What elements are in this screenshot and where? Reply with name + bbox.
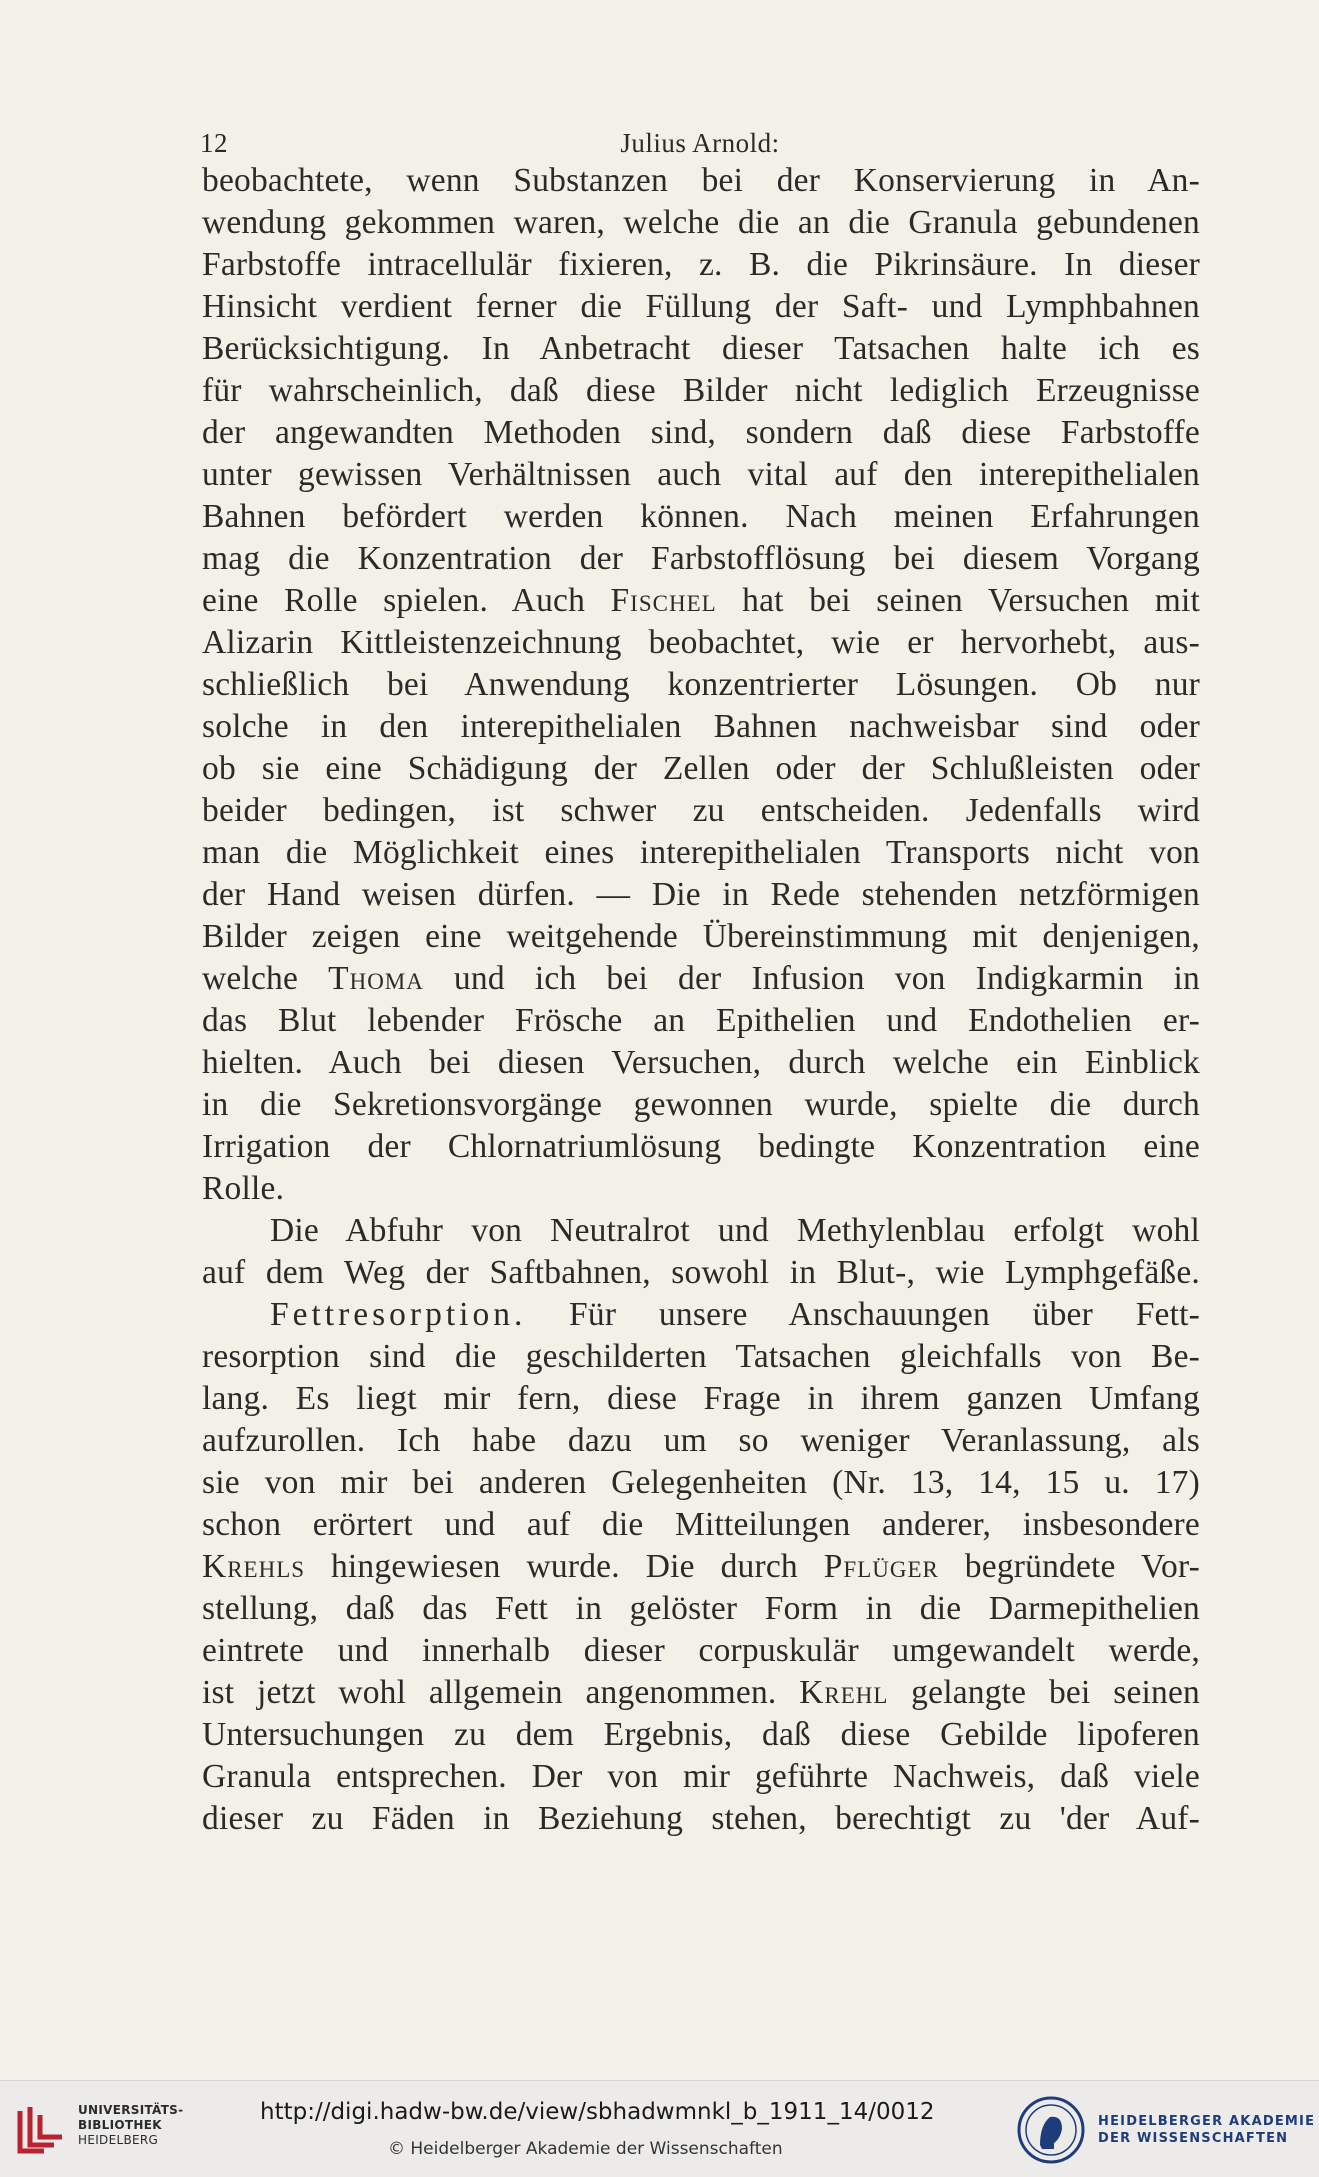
text-line: schließlich bei Anwendung konzentrierter Lösungen. Ob nur bbox=[202, 666, 1200, 703]
library-name-line: BIBLIOTHEK bbox=[78, 2118, 162, 2132]
text-line: man die Möglichkeit eines interepithelialen Transports nicht von bbox=[202, 834, 1200, 871]
text-run: und ich bei der Infusion von Indigkarmin in bbox=[423, 960, 1200, 997]
text-line: sie von mir bei anderen Gelegenheiten (Nr. 13, 14, 15 u. 17) bbox=[202, 1464, 1200, 1501]
text-run: hat bei seinen Versuchen mit bbox=[716, 582, 1200, 619]
text-run: begründete Vor- bbox=[938, 1548, 1200, 1585]
text-line: Rolle. bbox=[202, 1170, 285, 1207]
copyright-notice: © Heidelberger Akademie der Wissenschaften bbox=[388, 2139, 783, 2159]
text-line: Untersuchungen zu dem Ergebnis, daß diese Gebilde lipoferen bbox=[202, 1716, 1200, 1753]
text-line: ob sie eine Schädigung der Zellen oder der Schlußleisten oder bbox=[202, 750, 1200, 787]
text-line bbox=[202, 958, 1200, 1000]
text-line bbox=[202, 1546, 1200, 1588]
text-line: eintrete und innerhalb dieser corpuskulär umgewandelt werde, bbox=[202, 1632, 1200, 1669]
running-title: Julius Arnold: bbox=[620, 128, 780, 158]
text-line: auf dem Weg der Saftbahnen, sowohl in Blut-, wie Lymphgefäße. bbox=[202, 1254, 1200, 1291]
library-logo-icon bbox=[14, 2101, 70, 2157]
text-line: hielten. Auch bei diesen Versuchen, durch welche ein Einblick bbox=[202, 1044, 1200, 1081]
text-run: welche bbox=[202, 960, 329, 997]
text-line: Bahnen befördert werden können. Nach meinen Erfahrungen bbox=[202, 498, 1200, 535]
text-line: dieser zu Fäden in Beziehung stehen, berechtigt zu 'der Auf- bbox=[202, 1800, 1200, 1837]
text-line: für wahrscheinlich, daß diese Bilder nicht lediglich Erzeugnisse bbox=[202, 372, 1200, 409]
text-line: Die Abfuhr von Neutralrot und Methylenblau erfolgt wohl bbox=[270, 1212, 1200, 1249]
text-run: Für unsere Anschauungen über Fett- bbox=[526, 1296, 1200, 1333]
text-line: schon erörtert und auf die Mitteilungen anderer, insbesondere bbox=[202, 1506, 1200, 1543]
text-line: solche in den interepithelialen Bahnen nachweisbar sind oder bbox=[202, 708, 1200, 745]
text-line: Bilder zeigen eine weitgehende Übereinstimmung mit denjenigen, bbox=[202, 918, 1200, 955]
text-line: aufzurollen. Ich habe dazu um so weniger Veranlassung, als bbox=[202, 1422, 1200, 1459]
text-line: Granula entsprechen. Der von mir geführte Nachweis, daß viele bbox=[202, 1758, 1200, 1795]
author-name: Thoma bbox=[328, 960, 424, 997]
academy-name-line: DER WISSENSCHAFTEN bbox=[1098, 2131, 1289, 2146]
author-name: Krehl bbox=[799, 1674, 889, 1711]
text-line: Alizarin Kittleistenzeichnung beobachtet, wie er hervorhebt, aus- bbox=[202, 624, 1200, 661]
text-line: unter gewissen Verhältnissen auch vital auf den interepithelialen bbox=[202, 456, 1200, 493]
viewer-footer bbox=[0, 2080, 1319, 2177]
text-line: Farbstoffe intracellulär fixieren, z. B. die Pikrinsäure. In dieser bbox=[202, 246, 1200, 283]
text-line: mag die Konzentration der Farbstofflösung bei diesem Vorgang bbox=[202, 540, 1200, 577]
author-name: Fischel bbox=[610, 582, 717, 619]
section-heading: Fettresorption. bbox=[270, 1296, 527, 1333]
body-text bbox=[202, 160, 1200, 1840]
text-line: Irrigation der Chlornatriumlösung bedingte Konzentration eine bbox=[202, 1128, 1200, 1165]
library-name-line: HEIDELBERG bbox=[78, 2133, 159, 2147]
text-line bbox=[202, 1672, 1200, 1714]
text-line: beobachtete, wenn Substanzen bei der Konservierung in An- bbox=[202, 162, 1200, 199]
academy-name-line: HEIDELBERGER AKADEMIE bbox=[1098, 2114, 1316, 2129]
library-name bbox=[78, 2103, 183, 2148]
text-line bbox=[202, 1294, 1200, 1336]
author-name: Krehls bbox=[202, 1548, 306, 1585]
academy-seal-icon bbox=[1016, 2095, 1086, 2165]
text-line: stellung, daß das Fett in gelöster Form in die Darmepithelien bbox=[202, 1590, 1200, 1627]
text-line: resorption sind die geschilderten Tatsachen gleichfalls von Be- bbox=[202, 1338, 1200, 1375]
academy-name bbox=[1098, 2113, 1315, 2147]
page-number: 12 bbox=[200, 128, 228, 158]
text-line: Berücksichtigung. In Anbetracht dieser Tatsachen halte ich es bbox=[202, 330, 1200, 367]
text-line: Hinsicht verdient ferner die Füllung der Saft- und Lymphbahnen bbox=[202, 288, 1200, 325]
text-run: gelangte bei seinen bbox=[888, 1674, 1200, 1711]
text-line: der Hand weisen dürfen. — Die in Rede stehenden netzförmigen bbox=[202, 876, 1200, 913]
text-run: hingewiesen wurde. Die durch bbox=[305, 1548, 824, 1585]
text-line: wendung gekommen waren, welche die an die Granula gebundenen bbox=[202, 204, 1200, 241]
text-run: eine Rolle spielen. Auch bbox=[202, 582, 611, 619]
text-line: in die Sekretionsvorgänge gewonnen wurde, spielte die durch bbox=[202, 1086, 1200, 1123]
text-line bbox=[202, 580, 1200, 622]
library-name-line: UNIVERSITÄTS- bbox=[78, 2103, 184, 2117]
permalink[interactable]: http://digi.hadw-bw.de/view/sbhadwmnkl_b_1911_14/0012 bbox=[260, 2099, 935, 2125]
text-line: der angewandten Methoden sind, sondern daß diese Farbstoffe bbox=[202, 414, 1200, 451]
text-line: lang. Es liegt mir fern, diese Frage in ihrem ganzen Umfang bbox=[202, 1380, 1200, 1417]
author-name: Pflüger bbox=[823, 1548, 939, 1585]
text-run: ist jetzt wohl allgemein angenommen. bbox=[202, 1674, 800, 1711]
text-line: beider bedingen, ist schwer zu entscheiden. Jedenfalls wird bbox=[202, 792, 1200, 829]
text-line: das Blut lebender Frösche an Epithelien und Endothelien er- bbox=[202, 1002, 1200, 1039]
